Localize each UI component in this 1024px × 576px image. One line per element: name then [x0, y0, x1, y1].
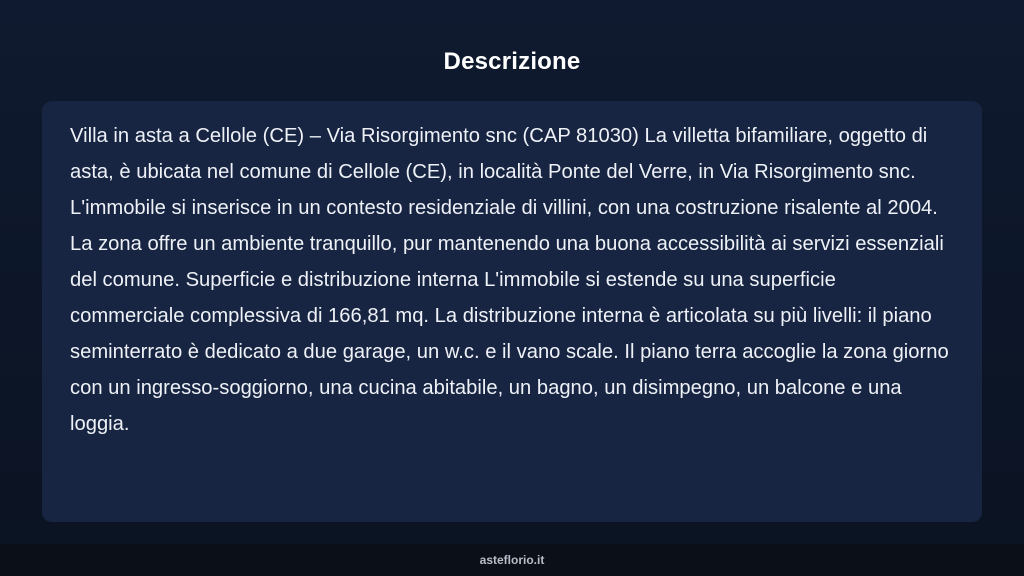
- section-title: Descrizione: [443, 48, 581, 75]
- description-card: [42, 101, 982, 522]
- footer-bar: [0, 544, 1024, 576]
- description-text: Villa in asta a Cellole (CE) – Via Risorgimento snc (CAP 81030) La villetta bifamiliare, oggetto di asta, è ubicata nel comune di Cellole (CE), in località Ponte del Verre, in Via Risorgimento snc. L'immobile si inserisce in un contesto residenziale di villini, con una costruzione risalente al 2004. La zona offre un ambiente tranquillo, pur mantenendo una buona accessibilità ai servizi essenziali del comune. Superficie e distribuzione interna L'immobile si estende su una superficie commerciale complessiva di 166,81 mq. La distribuzione interna è articolata su più livelli: il piano seminterrato è dedicato a due garage, un w.c. e il vano scale. Il piano terra accoglie la zona giorno con un ingresso-soggiorno, una cucina abitabile, un bagno, un disimpegno, un balcone e una loggia.: [70, 125, 949, 435]
- footer-site-label: asteflorio.it: [479, 553, 545, 567]
